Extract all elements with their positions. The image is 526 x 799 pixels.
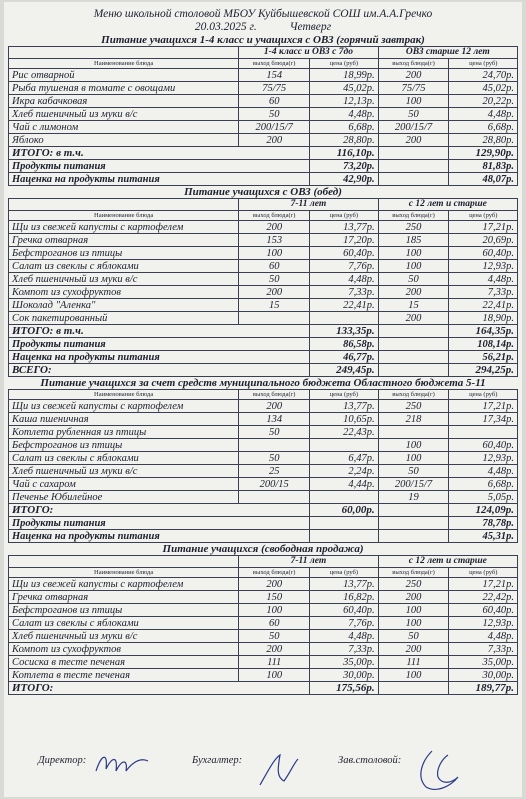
column-header: цена (руб): [310, 211, 378, 221]
dish-price: 6,68р.: [310, 121, 378, 134]
dish-row: [9, 312, 518, 325]
dish-price: 60,40р.: [449, 247, 518, 260]
dish-row: [9, 221, 518, 234]
dish-price: 7,33р.: [449, 286, 518, 299]
dish-weight: 185: [378, 234, 449, 247]
total-label: Продукты питания: [9, 338, 310, 351]
dish-price: [310, 439, 378, 452]
total-value-group1: 133,35р.: [310, 325, 378, 338]
column-header: выход блюда(г): [239, 59, 310, 69]
accountant-signature: [254, 751, 304, 791]
dish-price: 13,77р.: [310, 578, 378, 591]
dish-price: 4,48р.: [310, 273, 378, 286]
group-header-blank: [9, 199, 239, 211]
dish-row: [9, 108, 518, 121]
column-header: цена (руб): [449, 568, 518, 578]
dish-weight: 50: [378, 465, 449, 478]
dish-weight: 200/15: [239, 478, 310, 491]
column-header: цена (руб): [310, 568, 378, 578]
total-spacer: [378, 325, 449, 338]
total-spacer: [378, 173, 449, 186]
dish-weight: 200: [378, 591, 449, 604]
dish-price: 4,48р.: [449, 630, 518, 643]
dish-weight: 50: [239, 452, 310, 465]
column-header: выход блюда(г): [378, 59, 449, 69]
dish-row: [9, 134, 518, 147]
dish-name: Хлеб пшеничный из муки в/с: [9, 465, 239, 478]
dish-weight: 200/15/7: [378, 478, 449, 491]
total-value-group1: 60,00р.: [310, 504, 378, 517]
dish-row: [9, 591, 518, 604]
total-label: ВСЕГО:: [9, 364, 310, 377]
dish-weight: 60: [239, 260, 310, 273]
dish-weight: 50: [239, 108, 310, 121]
total-value-group1: [310, 517, 378, 530]
column-header: цена (руб): [310, 390, 378, 400]
dish-price: 60,40р.: [310, 247, 378, 260]
dish-name: Котлета рубленная из птицы: [9, 426, 239, 439]
dish-weight: 200/15/7: [378, 121, 449, 134]
dish-name: Шоколад "Аленка": [9, 299, 239, 312]
accountant-label: Бухгалтер:: [192, 755, 243, 766]
total-spacer: [378, 504, 449, 517]
menu-sheet: [4, 2, 522, 797]
dish-price: 6,68р.: [449, 478, 518, 491]
total-row: [9, 160, 518, 173]
column-header-row: [9, 568, 518, 578]
dish-row: [9, 286, 518, 299]
dish-row: [9, 656, 518, 669]
dish-name: Гречка отварная: [9, 234, 239, 247]
dish-row: [9, 69, 518, 82]
total-spacer: [378, 160, 449, 173]
dish-name: Салат из свеклы с яблоками: [9, 452, 239, 465]
signatures: [4, 747, 522, 797]
column-header: выход блюда(г): [378, 568, 449, 578]
dish-weight: 25: [239, 465, 310, 478]
dish-weight: 153: [239, 234, 310, 247]
total-row: [9, 325, 518, 338]
dish-weight: 200: [378, 312, 449, 325]
column-header: Наименование блюда: [9, 211, 239, 221]
dish-price: 7,76р.: [310, 617, 378, 630]
dish-weight: [239, 312, 310, 325]
dish-name: Яблоко: [9, 134, 239, 147]
dish-weight: 200: [239, 286, 310, 299]
dish-price: 20,69р.: [449, 234, 518, 247]
dish-name: Бефстроганов из птицы: [9, 247, 239, 260]
dish-price: 35,00р.: [310, 656, 378, 669]
total-spacer: [378, 147, 449, 160]
dish-weight: 200: [239, 134, 310, 147]
dish-row: [9, 426, 518, 439]
total-row: [9, 338, 518, 351]
dish-weight: 200: [378, 643, 449, 656]
dish-name: Компот из сухофруктов: [9, 643, 239, 656]
group-header: ОВЗ старше 12 лет: [378, 47, 517, 59]
dish-name: Рис отварной: [9, 69, 239, 82]
total-value-group2: 129,90р.: [449, 147, 518, 160]
dish-name: Икра кабачковая: [9, 95, 239, 108]
dish-name: Щи из свежей капусты с картофелем: [9, 221, 239, 234]
dish-price: 6,47р.: [310, 452, 378, 465]
dish-name: Чай с лимоном: [9, 121, 239, 134]
dish-name: Хлеб пшеничный из муки в/с: [9, 630, 239, 643]
dish-weight: 50: [378, 630, 449, 643]
dish-weight: 100: [378, 247, 449, 260]
total-value-group1: 249,45р.: [310, 364, 378, 377]
dish-weight: 200: [378, 69, 449, 82]
column-header: выход блюда(г): [239, 568, 310, 578]
dish-weight: 111: [239, 656, 310, 669]
menu-table: [8, 198, 518, 377]
dish-price: 22,43р.: [310, 426, 378, 439]
dish-name: Щи из свежей капусты с картофелем: [9, 400, 239, 413]
dish-weight: 100: [378, 95, 449, 108]
dish-price: 4,48р.: [449, 108, 518, 121]
dish-name: Бефстроганов из птицы: [9, 439, 239, 452]
dish-row: [9, 604, 518, 617]
dish-price: [310, 312, 378, 325]
menu-sections: [4, 34, 522, 695]
dish-name: Печенье Юбилейное: [9, 491, 239, 504]
dish-weight: 250: [378, 221, 449, 234]
dish-price: 4,48р.: [449, 273, 518, 286]
dish-name: Каша пшеничная: [9, 413, 239, 426]
total-value-group1: 73,20р.: [310, 160, 378, 173]
total-label: ИТОГО: в т.ч.: [9, 325, 310, 338]
column-header: Наименование блюда: [9, 59, 239, 69]
total-spacer: [378, 517, 449, 530]
dish-row: [9, 413, 518, 426]
dish-weight: 15: [378, 299, 449, 312]
dish-weight: 200: [378, 134, 449, 147]
dish-weight: 111: [378, 656, 449, 669]
dish-weight: 100: [378, 260, 449, 273]
dish-price: 17,20р.: [310, 234, 378, 247]
column-header: выход блюда(г): [378, 390, 449, 400]
dish-weight: 75/75: [239, 82, 310, 95]
column-header: выход блюда(г): [378, 211, 449, 221]
section-title: Питание учащихся за счет средств муниципального бюджета Областного бюджета 5-11: [40, 377, 486, 389]
total-label: ИТОГО: в т.ч.: [9, 147, 310, 160]
total-value-group1: 175,56р.: [310, 682, 378, 695]
dish-weight: 100: [239, 604, 310, 617]
dish-row: [9, 669, 518, 682]
dish-name: Салат из свеклы с яблоками: [9, 617, 239, 630]
group-header: с 12 лет и старше: [378, 556, 517, 568]
total-spacer: [378, 364, 449, 377]
total-value-group2: 45,31р.: [449, 530, 518, 543]
dish-weight: [239, 491, 310, 504]
dish-price: 17,21р.: [449, 221, 518, 234]
total-label: Продукты питания: [9, 517, 310, 530]
dish-row: [9, 439, 518, 452]
dish-weight: [239, 439, 310, 452]
menu-table: [8, 46, 518, 186]
total-label: ИТОГО:: [9, 504, 310, 517]
column-header: Наименование блюда: [9, 568, 239, 578]
total-value-group2: 294,25р.: [449, 364, 518, 377]
dish-price: 45,02р.: [449, 82, 518, 95]
dish-name: Сок пакетированный: [9, 312, 239, 325]
dish-price: 18,90р.: [449, 312, 518, 325]
group-header-blank: [9, 556, 239, 568]
section-title: Питание учащихся (свободная продажа): [162, 543, 364, 555]
dish-row: [9, 643, 518, 656]
total-value-group2: 48,07р.: [449, 173, 518, 186]
menu-table: [8, 389, 518, 543]
menu-date-line: [4, 21, 522, 34]
dish-weight: 19: [378, 491, 449, 504]
dish-price: 13,77р.: [310, 221, 378, 234]
dish-price: 60,40р.: [310, 604, 378, 617]
dish-weight: 50: [239, 273, 310, 286]
total-spacer: [378, 682, 449, 695]
dish-row: [9, 617, 518, 630]
dish-price: 7,33р.: [310, 286, 378, 299]
dish-weight: 50: [239, 426, 310, 439]
dish-price: [449, 426, 518, 439]
total-value-group1: 42,90р.: [310, 173, 378, 186]
total-row: [9, 517, 518, 530]
dish-weight: 200: [239, 221, 310, 234]
dish-price: 22,42р.: [449, 591, 518, 604]
total-value-group2: 189,77р.: [449, 682, 518, 695]
column-header: цена (руб): [449, 211, 518, 221]
column-header: цена (руб): [449, 59, 518, 69]
group-header: 1-4 класс и ОВЗ с 7до: [239, 47, 378, 59]
dish-price: 13,77р.: [310, 400, 378, 413]
dish-price: 6,68р.: [449, 121, 518, 134]
dish-price: 24,70р.: [449, 69, 518, 82]
dish-price: 5,05р.: [449, 491, 518, 504]
dish-weight: 134: [239, 413, 310, 426]
dish-row: [9, 400, 518, 413]
dish-price: 4,48р.: [310, 630, 378, 643]
dish-price: 12,93р.: [449, 260, 518, 273]
total-value-group1: 46,77р.: [310, 351, 378, 364]
total-row: [9, 147, 518, 160]
dish-name: Хлеб пшеничный из муки в/с: [9, 108, 239, 121]
total-value-group2: 164,35р.: [449, 325, 518, 338]
dish-weight: 100: [378, 439, 449, 452]
total-value-group1: 86,58р.: [310, 338, 378, 351]
dish-weight: 200: [378, 286, 449, 299]
dish-row: [9, 299, 518, 312]
column-header: Наименование блюда: [9, 390, 239, 400]
total-value-group1: 116,10р.: [310, 147, 378, 160]
dish-price: 30,00р.: [449, 669, 518, 682]
total-value-group1: [310, 530, 378, 543]
dish-price: 4,44р.: [310, 478, 378, 491]
dish-weight: 75/75: [378, 82, 449, 95]
column-header: выход блюда(г): [239, 211, 310, 221]
dish-weight: 250: [378, 578, 449, 591]
dish-row: [9, 234, 518, 247]
dish-weight: 100: [378, 617, 449, 630]
dish-row: [9, 247, 518, 260]
dish-weight: 200: [239, 643, 310, 656]
total-spacer: [378, 530, 449, 543]
total-value-group2: 124,09р.: [449, 504, 518, 517]
dish-price: 2,24р.: [310, 465, 378, 478]
dish-weight: 154: [239, 69, 310, 82]
dish-name: Гречка отварная: [9, 591, 239, 604]
total-value-group2: 56,21р.: [449, 351, 518, 364]
dish-name: Бефстроганов из птицы: [9, 604, 239, 617]
group-header: 7-11 лет: [239, 199, 378, 211]
dish-weight: 100: [378, 604, 449, 617]
dish-weight: 60: [239, 95, 310, 108]
dish-price: 45,02р.: [310, 82, 378, 95]
total-label: Наценка на продукты питания: [9, 530, 310, 543]
total-label: Наценка на продукты питания: [9, 173, 310, 186]
dish-weight: 100: [239, 669, 310, 682]
dish-price: 4,48р.: [449, 465, 518, 478]
group-header-blank: [9, 47, 239, 59]
section-title: Питание учащихся 1-4 класс и учащихся с ОВЗ (горячий завтрак): [101, 34, 425, 46]
menu-table: [8, 555, 518, 695]
total-row: [9, 351, 518, 364]
dish-weight: 100: [378, 452, 449, 465]
dish-price: 16,82р.: [310, 591, 378, 604]
dish-weight: 200: [239, 400, 310, 413]
director-label: Директор:: [38, 755, 87, 766]
canteen-label: Зав.столовой:: [338, 755, 402, 766]
dish-row: [9, 82, 518, 95]
dish-weight: 150: [239, 591, 310, 604]
total-label: Наценка на продукты питания: [9, 351, 310, 364]
dish-row: [9, 465, 518, 478]
dish-row: [9, 491, 518, 504]
dish-name: Чай с сахаром: [9, 478, 239, 491]
dish-price: [310, 491, 378, 504]
dish-row: [9, 260, 518, 273]
group-header: 7-11 лет: [239, 556, 378, 568]
dish-price: 60,40р.: [449, 604, 518, 617]
dish-weight: [378, 426, 449, 439]
dish-row: [9, 478, 518, 491]
dish-price: 28,80р.: [449, 134, 518, 147]
dish-row: [9, 578, 518, 591]
dish-weight: 100: [239, 247, 310, 260]
dish-weight: 60: [239, 617, 310, 630]
total-spacer: [378, 338, 449, 351]
dish-price: 28,80р.: [310, 134, 378, 147]
dish-price: 18,99р.: [310, 69, 378, 82]
dish-price: 35,00р.: [449, 656, 518, 669]
column-header: цена (руб): [310, 59, 378, 69]
dish-weight: 200: [239, 578, 310, 591]
dish-price: 12,93р.: [449, 452, 518, 465]
menu-header: [4, 8, 522, 34]
dish-weight: 50: [378, 273, 449, 286]
dish-price: 22,41р.: [310, 299, 378, 312]
column-header-row: [9, 211, 518, 221]
total-row: [9, 173, 518, 186]
section-title: Питание учащихся с ОВЗ (обед): [184, 186, 342, 198]
dish-row: [9, 273, 518, 286]
dish-price: 30,00р.: [310, 669, 378, 682]
total-label: Продукты питания: [9, 160, 310, 173]
dish-name: Щи из свежей капусты с картофелем: [9, 578, 239, 591]
group-header: с 12 лет и старше: [378, 199, 517, 211]
dish-price: 12,13р.: [310, 95, 378, 108]
dish-row: [9, 95, 518, 108]
dish-price: 10,65р.: [310, 413, 378, 426]
group-header-row: [9, 47, 518, 59]
dish-weight: 15: [239, 299, 310, 312]
group-header-row: [9, 556, 518, 568]
total-row: [9, 364, 518, 377]
menu-weekday: Четверг: [289, 21, 332, 33]
dish-name: Рыба тушеная в томате с овощами: [9, 82, 239, 95]
dish-name: Сосиска в тесте печеная: [9, 656, 239, 669]
dish-weight: 50: [378, 108, 449, 121]
dish-price: 7,33р.: [310, 643, 378, 656]
dish-price: 17,21р.: [449, 578, 518, 591]
column-header: выход блюда(г): [239, 390, 310, 400]
director-signature: [92, 749, 152, 779]
column-header-row: [9, 390, 518, 400]
total-row: [9, 530, 518, 543]
dish-row: [9, 630, 518, 643]
total-row: [9, 682, 518, 695]
dish-price: 7,76р.: [310, 260, 378, 273]
total-row: [9, 504, 518, 517]
dish-row: [9, 121, 518, 134]
dish-weight: 250: [378, 400, 449, 413]
dish-price: 12,93р.: [449, 617, 518, 630]
total-value-group2: 108,14р.: [449, 338, 518, 351]
dish-price: 17,34р.: [449, 413, 518, 426]
column-header: цена (руб): [449, 390, 518, 400]
dish-weight: 100: [378, 669, 449, 682]
dish-price: 22,41р.: [449, 299, 518, 312]
dish-weight: 50: [239, 630, 310, 643]
dish-price: 4,48р.: [310, 108, 378, 121]
total-value-group2: 81,83р.: [449, 160, 518, 173]
column-header-row: [9, 59, 518, 69]
canteen-signature: [402, 747, 472, 795]
group-header-row: [9, 199, 518, 211]
menu-date: 20.03.2025 г.: [194, 21, 257, 33]
dish-price: 60,40р.: [449, 439, 518, 452]
total-value-group2: 78,78р.: [449, 517, 518, 530]
dish-name: Котлета в тесте печеная: [9, 669, 239, 682]
dish-weight: 218: [378, 413, 449, 426]
dish-price: 17,21р.: [449, 400, 518, 413]
dish-price: 7,33р.: [449, 643, 518, 656]
dish-price: 20,22р.: [449, 95, 518, 108]
dish-name: Компот из сухофруктов: [9, 286, 239, 299]
dish-name: Хлеб пшеничный из муки в/с: [9, 273, 239, 286]
dish-name: Салат из свеклы с яблоками: [9, 260, 239, 273]
dish-row: [9, 452, 518, 465]
total-label: ИТОГО:: [9, 682, 310, 695]
total-spacer: [378, 351, 449, 364]
dish-weight: 200/15/7: [239, 121, 310, 134]
menu-title: Меню школьной столовой МБОУ Куйбышевской СОШ им.А.А.Гречко: [93, 8, 433, 20]
